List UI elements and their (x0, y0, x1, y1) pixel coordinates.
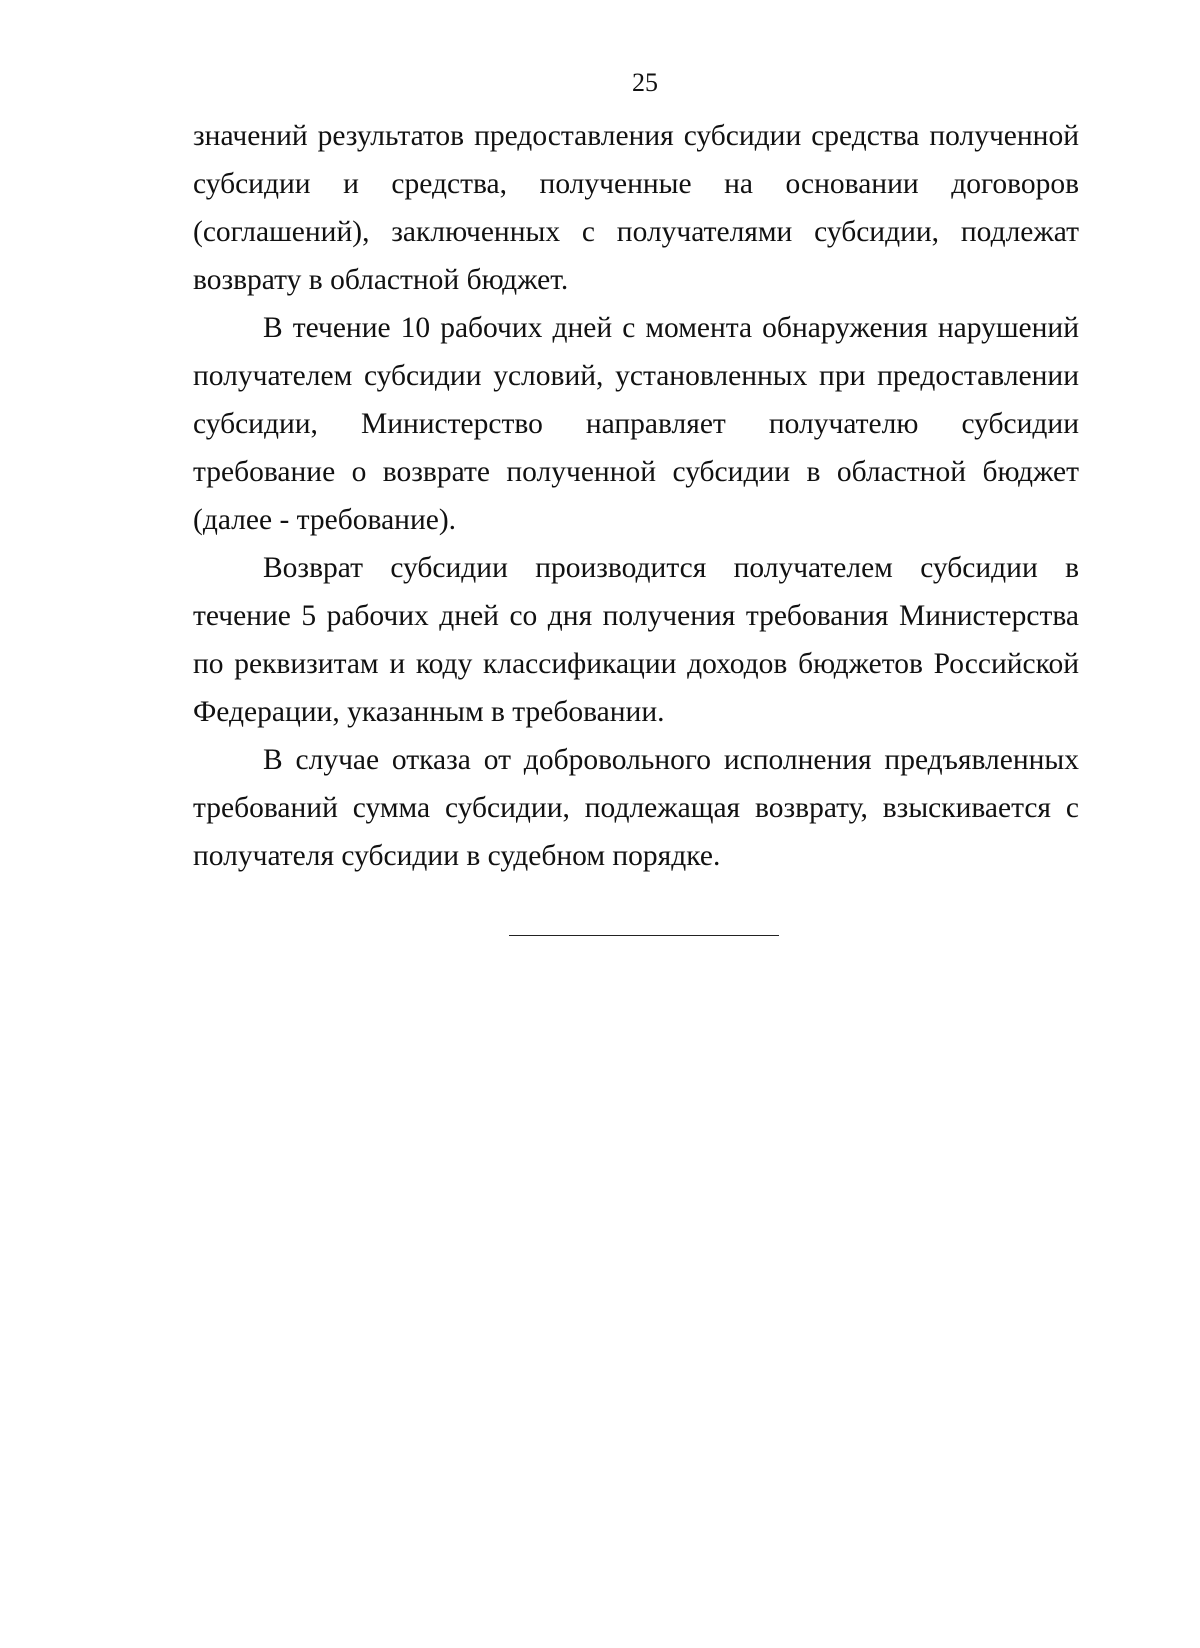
end-of-document-rule (509, 935, 779, 936)
paragraph-court-collection: В случае отказа от добровольного исполнения предъявленных требований сумма субсидии, подлежащая возврату, взыскивается с получателя субсидии в судебном порядке. (193, 744, 1079, 872)
document-body (193, 112, 1079, 880)
paragraph-requirement-notice: В течение 10 рабочих дней с момента обнаружения нарушений получателем субсидии условий, установленных при предоставлении субсидии, Министерство направляет получателю субсидии требование о возврате полученной субсидии в областной бюджет (далее - требование). (193, 312, 1079, 536)
page-number: 25 (632, 68, 658, 97)
paragraph-return-procedure: Возврат субсидии производится получателем субсидии в течение 5 рабочих дней со дня получения требования Министерства по реквизитам и коду классификации доходов бюджетов Российской Федерации, указанным в требовании. (193, 552, 1079, 728)
paragraph-continuation: значений результатов предоставления субсидии средства полученной субсидии и средства, полученные на основании договоров (соглашений), заключенных с получателями субсидии, подлежат возврату в областной бюджет. (193, 120, 1079, 296)
